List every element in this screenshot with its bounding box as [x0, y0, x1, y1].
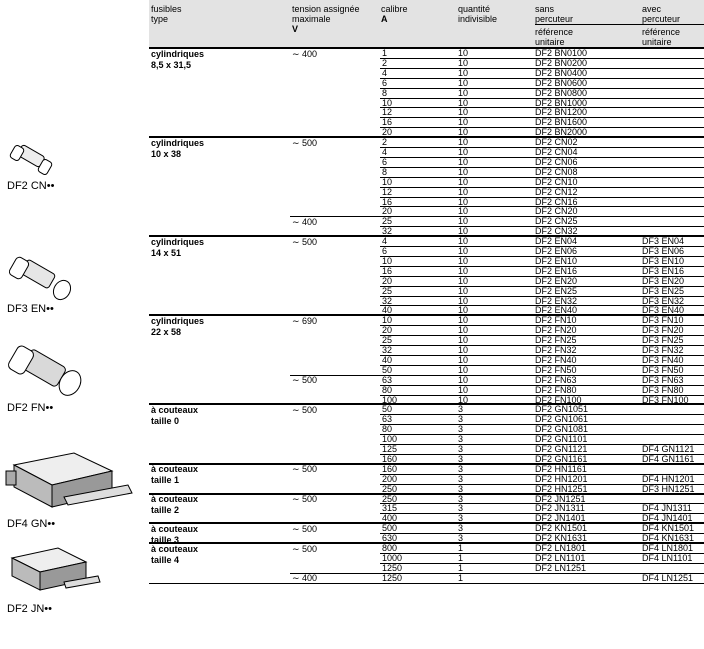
cell-ref-sans: DF2 GN1161	[535, 453, 588, 464]
cell-calibre: 1250	[382, 572, 403, 583]
row-rule	[380, 345, 704, 346]
row-rule	[380, 286, 704, 287]
row-rule	[380, 177, 704, 178]
group-type: à couteaux taille 3	[151, 523, 199, 545]
cell-ref-sans: DF2 FN10	[535, 315, 577, 326]
row-rule	[380, 157, 704, 158]
group-rule	[149, 493, 704, 495]
cell-ref-avec: DF3 EN25	[642, 285, 685, 296]
cell-ref-sans: DF2 EN20	[535, 275, 578, 286]
cell-ref-sans: DF2 HN1201	[535, 473, 588, 484]
cell-ref-avec: DF3 EN04	[642, 236, 685, 247]
cell-quantite: 10	[458, 186, 469, 197]
cell-ref-sans: DF2 CN12	[535, 186, 578, 197]
product-label: DF2 JN••	[7, 603, 52, 615]
cell-quantite: 10	[458, 246, 469, 256]
row-rule	[380, 385, 704, 386]
cell-quantite: 1	[458, 552, 464, 563]
row-rule	[380, 296, 704, 297]
cell-quantite: 3	[458, 503, 464, 514]
cell-quantite: 10	[458, 77, 469, 88]
cell-ref-sans: DF2 EN10	[535, 255, 578, 266]
cylindrical-fuse-medium-icon	[4, 252, 76, 306]
cell-quantite: 10	[458, 295, 469, 306]
cell-ref-avec: DF3 FN100	[642, 394, 689, 405]
cell-ref-sans: DF2 CN20	[535, 206, 578, 217]
row-rule	[380, 365, 704, 366]
row-rule	[380, 563, 704, 564]
cell-quantite: 1	[458, 543, 464, 553]
row-rule	[380, 454, 704, 455]
header-tension-unit: V	[292, 24, 299, 34]
row-rule	[380, 147, 704, 148]
cell-ref-sans: DF2 JN1401	[535, 513, 586, 524]
cell-quantite: 10	[458, 57, 469, 68]
cell-quantite: 10	[458, 255, 469, 266]
cell-calibre: 1000	[382, 552, 403, 563]
cell-quantite: 10	[458, 97, 469, 108]
cell-ref-avec: DF4 GN1121	[642, 444, 695, 454]
row-rule	[380, 553, 704, 554]
cell-calibre: 8	[382, 87, 388, 98]
cell-quantite: 3	[458, 483, 464, 494]
cell-ref-avec: DF3 EN32	[642, 295, 685, 306]
cell-quantite: 10	[458, 166, 469, 177]
cell-ref-sans: DF2 KN1501	[535, 523, 588, 534]
group-tension: ∼ 500	[292, 236, 318, 247]
cell-quantite: 3	[458, 434, 464, 445]
cell-ref-sans: DF2 BN1200	[535, 107, 588, 118]
cell-quantite: 3	[458, 414, 464, 425]
cell-ref-sans: DF2 GN1061	[535, 414, 589, 425]
cell-quantite: 10	[458, 127, 469, 138]
cell-calibre: 4	[382, 236, 388, 247]
cell-ref-sans: DF2 CN02	[535, 137, 578, 148]
cylindrical-fuse-large-icon	[4, 343, 84, 401]
cell-ref-sans: DF2 CN06	[535, 156, 578, 167]
cell-quantite: 10	[458, 354, 469, 365]
cell-ref-sans: DF2 FN32	[535, 345, 577, 355]
cell-ref-sans: DF2 CN25	[535, 216, 578, 227]
cell-quantite: 10	[458, 285, 469, 296]
cell-ref-sans: DF2 CN16	[535, 196, 578, 207]
cell-calibre: 20	[382, 127, 393, 138]
cell-calibre: 10	[382, 255, 393, 266]
cell-ref-sans: DF2 BN0200	[535, 57, 588, 68]
cell-calibre: 6	[382, 77, 388, 88]
group-rule	[149, 542, 704, 544]
cell-ref-sans: DF2 BN1000	[535, 97, 588, 108]
cell-ref-sans: DF2 LN1251	[535, 562, 587, 573]
cell-ref-sans: DF2 GN1051	[535, 404, 589, 415]
cell-quantite: 10	[458, 156, 469, 167]
cell-ref-sans: DF2 BN2000	[535, 127, 588, 138]
cell-ref-sans: DF2 JN1311	[535, 503, 585, 514]
cell-quantite: 10	[458, 364, 469, 375]
cell-calibre: 100	[382, 434, 398, 445]
row-rule	[380, 414, 704, 415]
group-type: cylindriques 22 x 58	[151, 315, 205, 337]
cell-ref-sans: DF2 FN80	[535, 384, 577, 395]
cell-ref-avec: DF3 EN16	[642, 265, 685, 276]
header-sans: sans percuteur	[535, 4, 574, 24]
cell-ref-sans: DF2 GN1101	[535, 434, 588, 445]
row-rule	[380, 226, 704, 227]
cell-ref-sans: DF2 FN50	[535, 364, 577, 375]
cell-quantite: 3	[458, 463, 464, 474]
cell-calibre: 4	[382, 67, 388, 78]
cell-calibre: 32	[382, 226, 393, 237]
row-rule	[380, 434, 704, 435]
cell-calibre: 800	[382, 543, 398, 553]
row-rule	[380, 167, 704, 168]
cell-calibre: 2	[382, 137, 388, 148]
cell-ref-sans: DF2 CN10	[535, 176, 578, 187]
cell-ref-avec: DF4 LN1101	[642, 552, 693, 563]
cell-calibre: 10	[382, 176, 393, 187]
row-rule	[380, 305, 704, 306]
cell-quantite: 10	[458, 394, 469, 405]
cell-calibre: 1250	[382, 562, 403, 573]
row-rule	[380, 444, 704, 445]
cell-quantite: 10	[458, 265, 469, 276]
row-rule	[380, 197, 704, 198]
row-rule	[380, 325, 704, 326]
cell-calibre: 400	[382, 513, 398, 524]
cell-ref-sans: DF2 KN1631	[535, 533, 588, 544]
row-rule	[380, 206, 704, 207]
cell-calibre: 20	[382, 325, 393, 336]
group-type: à couteaux taille 2	[151, 494, 199, 515]
group-tension: ∼ 500	[292, 464, 318, 475]
row-rule	[380, 395, 704, 396]
cell-calibre: 40	[382, 305, 393, 316]
header-rule	[535, 24, 704, 25]
cell-ref-avec: DF4 KN1631	[642, 533, 695, 544]
group-type: cylindriques 10 x 38	[151, 137, 205, 159]
group-tension: ∼ 500	[292, 137, 318, 148]
row-rule	[380, 187, 704, 188]
cell-calibre: 16	[382, 265, 393, 276]
cell-quantite: 10	[458, 384, 469, 395]
product-label: DF3 EN••	[7, 303, 54, 315]
header-type: fusibles type	[151, 4, 182, 24]
cell-calibre: 80	[382, 384, 393, 395]
row-rule	[380, 58, 704, 59]
cell-ref-sans: DF2 GN1081	[535, 424, 589, 435]
cell-calibre: 500	[382, 523, 398, 534]
cell-calibre: 10	[382, 97, 393, 108]
sub-tension: ∼ 500	[292, 375, 318, 386]
cell-quantite: 3	[458, 513, 464, 524]
cell-calibre: 20	[382, 275, 393, 286]
cell-calibre: 32	[382, 295, 393, 306]
cell-ref-sans: DF2 JN1251	[535, 493, 586, 504]
cell-ref-avec: DF3 FN40	[642, 354, 684, 365]
cell-quantite: 3	[458, 533, 464, 544]
cell-calibre: 6	[382, 246, 388, 256]
cell-calibre: 8	[382, 166, 388, 177]
header-calibre-unit: A	[381, 14, 388, 24]
row-rule	[380, 107, 704, 108]
blade-fuse-size2-icon	[4, 542, 104, 600]
cell-quantite: 3	[458, 424, 464, 435]
group-rule	[149, 463, 704, 465]
cell-ref-sans: DF2 BN0800	[535, 87, 588, 98]
sub-tension: ∼ 400	[292, 573, 318, 584]
cell-quantite: 10	[458, 87, 469, 98]
cell-quantite: 10	[458, 335, 469, 346]
cell-calibre: 250	[382, 493, 398, 504]
row-rule	[380, 424, 704, 425]
row-rule	[380, 127, 704, 128]
group-tension: ∼ 500	[292, 494, 318, 504]
group-rule	[149, 314, 704, 316]
cell-ref-avec: DF4 LN1251	[642, 572, 694, 583]
cell-ref-sans: DF2 CN08	[535, 166, 578, 177]
group-tension: ∼ 500	[292, 404, 318, 415]
cell-quantite: 10	[458, 216, 469, 227]
cell-calibre: 100	[382, 394, 398, 405]
cell-ref-sans: DF2 LN1101	[535, 552, 586, 563]
cell-ref-sans: DF2 EN32	[535, 295, 578, 306]
header-tension: tension assignée maximale	[292, 4, 360, 24]
cell-ref-sans: DF2 FN63	[535, 374, 577, 385]
product-label: DF2 CN••	[7, 180, 55, 192]
blade-fuse-size0-icon	[4, 445, 136, 519]
table-bottom-rule	[149, 583, 704, 584]
cell-calibre: 16	[382, 196, 393, 207]
cell-quantite: 10	[458, 345, 469, 355]
group-tension: ∼ 500	[292, 523, 318, 534]
cell-ref-sans: DF2 EN16	[535, 265, 578, 276]
cell-calibre: 20	[382, 206, 393, 217]
group-type: cylindriques 14 x 51	[151, 236, 205, 258]
group-rule	[149, 522, 704, 524]
cell-calibre: 63	[382, 414, 393, 425]
cell-ref-avec: DF3 EN06	[642, 246, 685, 256]
cell-ref-sans: DF2 EN06	[535, 246, 578, 256]
cell-quantite: 10	[458, 176, 469, 187]
row-rule	[380, 68, 704, 69]
cell-calibre: 25	[382, 285, 393, 296]
cell-quantite: 10	[458, 315, 469, 326]
cell-ref-sans: DF2 CN32	[535, 226, 578, 237]
cell-calibre: 25	[382, 335, 393, 346]
cell-ref-avec: DF4 KN1501	[642, 523, 695, 534]
cell-ref-avec: DF3 FN20	[642, 325, 684, 336]
cell-ref-avec: DF3 EN10	[642, 255, 685, 266]
cell-quantite: 10	[458, 305, 469, 316]
cell-calibre: 32	[382, 345, 393, 355]
row-rule	[380, 78, 704, 79]
cell-quantite: 10	[458, 67, 469, 78]
cell-calibre: 200	[382, 473, 398, 484]
group-tension: ∼ 400	[292, 48, 318, 59]
cell-ref-sans: DF2 BN0100	[535, 48, 588, 58]
group-type: à couteaux taille 4	[151, 543, 199, 565]
row-rule	[380, 484, 704, 485]
cell-quantite: 10	[458, 226, 469, 237]
cell-ref-sans: DF2 FN100	[535, 394, 582, 405]
cell-ref-sans: DF2 HN1251	[535, 483, 588, 494]
cell-quantite: 10	[458, 236, 469, 247]
cell-quantite: 3	[458, 444, 464, 454]
cell-calibre: 630	[382, 533, 398, 544]
group-rule	[149, 403, 704, 405]
cell-calibre: 160	[382, 453, 398, 464]
row-rule	[380, 117, 704, 118]
cell-calibre: 50	[382, 404, 393, 415]
row-rule	[380, 355, 704, 356]
cell-ref-sans: DF2 FN20	[535, 325, 577, 336]
cell-quantite: 10	[458, 137, 469, 148]
cell-calibre: 25	[382, 216, 393, 227]
cell-ref-sans: DF2 BN1600	[535, 117, 588, 128]
cell-quantite: 10	[458, 147, 469, 157]
row-rule	[380, 256, 704, 257]
cell-ref-avec: DF4 JN1401	[642, 513, 693, 524]
cell-ref-avec: DF3 FN25	[642, 335, 684, 346]
cell-calibre: 2	[382, 57, 388, 68]
row-rule	[380, 98, 704, 99]
cell-quantite: 10	[458, 117, 469, 128]
cell-quantite: 1	[458, 572, 464, 583]
cell-calibre: 125	[382, 444, 398, 454]
cell-quantite: 3	[458, 404, 464, 415]
cell-quantite: 10	[458, 325, 469, 336]
cell-ref-avec: DF3 FN80	[642, 384, 684, 395]
cell-ref-sans: DF2 CN04	[535, 147, 578, 157]
row-rule	[380, 513, 704, 514]
row-rule	[380, 246, 704, 247]
cell-calibre: 12	[382, 107, 393, 118]
header-avec: avec percuteur	[642, 4, 681, 24]
cell-quantite: 10	[458, 275, 469, 286]
cell-calibre: 1	[382, 48, 388, 58]
cell-quantite: 1	[458, 562, 464, 573]
row-rule	[380, 266, 704, 267]
row-rule	[380, 474, 704, 475]
group-tension: ∼ 500	[292, 543, 318, 554]
cell-calibre: 10	[382, 315, 393, 326]
group-rule	[149, 235, 704, 237]
row-rule	[380, 503, 704, 504]
cell-quantite: 3	[458, 473, 464, 484]
cylindrical-fuse-small-icon	[4, 140, 64, 182]
cell-ref-sans: DF2 GN1121	[535, 444, 588, 454]
cell-calibre: 80	[382, 424, 393, 435]
header-ref-sans: référence unitaire	[535, 27, 574, 47]
cell-ref-avec: DF3 FN10	[642, 315, 684, 326]
cell-calibre: 4	[382, 147, 388, 157]
header-quantite: quantité indivisible	[458, 4, 498, 24]
cell-quantite: 3	[458, 493, 464, 504]
row-rule	[380, 335, 704, 336]
group-rule	[149, 136, 704, 138]
cell-calibre: 40	[382, 354, 393, 365]
cell-ref-avec: DF4 GN1161	[642, 453, 695, 464]
product-label: DF2 FN••	[7, 402, 54, 414]
cell-ref-sans: DF2 HN1161	[535, 463, 587, 474]
cell-calibre: 50	[382, 364, 393, 375]
row-rule	[380, 533, 704, 534]
row-rule	[380, 276, 704, 277]
group-type: à couteaux taille 0	[151, 404, 199, 426]
cell-quantite: 10	[458, 374, 469, 385]
cell-ref-avec: DF3 EN20	[642, 275, 685, 286]
group-type: cylindriques 8,5 x 31,5	[151, 48, 205, 70]
product-label: DF4 GN••	[7, 518, 56, 530]
cell-ref-avec: DF4 HN1201	[642, 473, 695, 484]
cell-ref-avec: DF3 EN40	[642, 305, 685, 316]
cell-quantite: 10	[458, 196, 469, 207]
cell-ref-avec: DF3 FN63	[642, 374, 684, 385]
cell-ref-avec: DF3 FN50	[642, 364, 684, 375]
sub-tension: ∼ 400	[292, 216, 318, 227]
cell-ref-sans: DF2 BN0600	[535, 77, 588, 88]
header-ref-avec: référence unitaire	[642, 27, 681, 47]
cell-quantite: 3	[458, 523, 464, 534]
cell-calibre: 12	[382, 186, 393, 197]
cell-ref-avec: DF3 HN1251	[642, 483, 695, 494]
cell-quantite: 10	[458, 107, 469, 118]
cell-calibre: 6	[382, 156, 388, 167]
cell-ref-sans: DF2 FN40	[535, 354, 577, 365]
cell-calibre: 315	[382, 503, 398, 514]
cell-quantite: 10	[458, 48, 469, 58]
cell-quantite: 10	[458, 206, 469, 217]
cell-calibre: 16	[382, 117, 393, 128]
cell-calibre: 250	[382, 483, 398, 494]
group-tension: ∼ 690	[292, 315, 318, 326]
cell-ref-sans: DF2 EN40	[535, 305, 578, 316]
cell-ref-avec: DF4 JN1311	[642, 503, 692, 514]
cell-ref-sans: DF2 EN04	[535, 236, 578, 247]
cell-calibre: 160	[382, 463, 398, 474]
cell-ref-avec: DF3 FN32	[642, 345, 684, 355]
cell-quantite: 3	[458, 453, 464, 464]
header-calibre: calibre	[381, 4, 408, 14]
cell-calibre: 63	[382, 374, 393, 385]
group-rule	[149, 47, 704, 49]
row-rule	[380, 88, 704, 89]
cell-ref-sans: DF2 EN25	[535, 285, 578, 296]
cell-ref-sans: DF2 BN0400	[535, 67, 588, 78]
group-type: à couteaux taille 1	[151, 464, 199, 486]
sub-rule	[290, 216, 704, 217]
cell-ref-avec: DF4 LN1801	[642, 543, 694, 553]
cell-ref-sans: DF2 FN25	[535, 335, 577, 346]
cell-ref-sans: DF2 LN1801	[535, 543, 587, 553]
